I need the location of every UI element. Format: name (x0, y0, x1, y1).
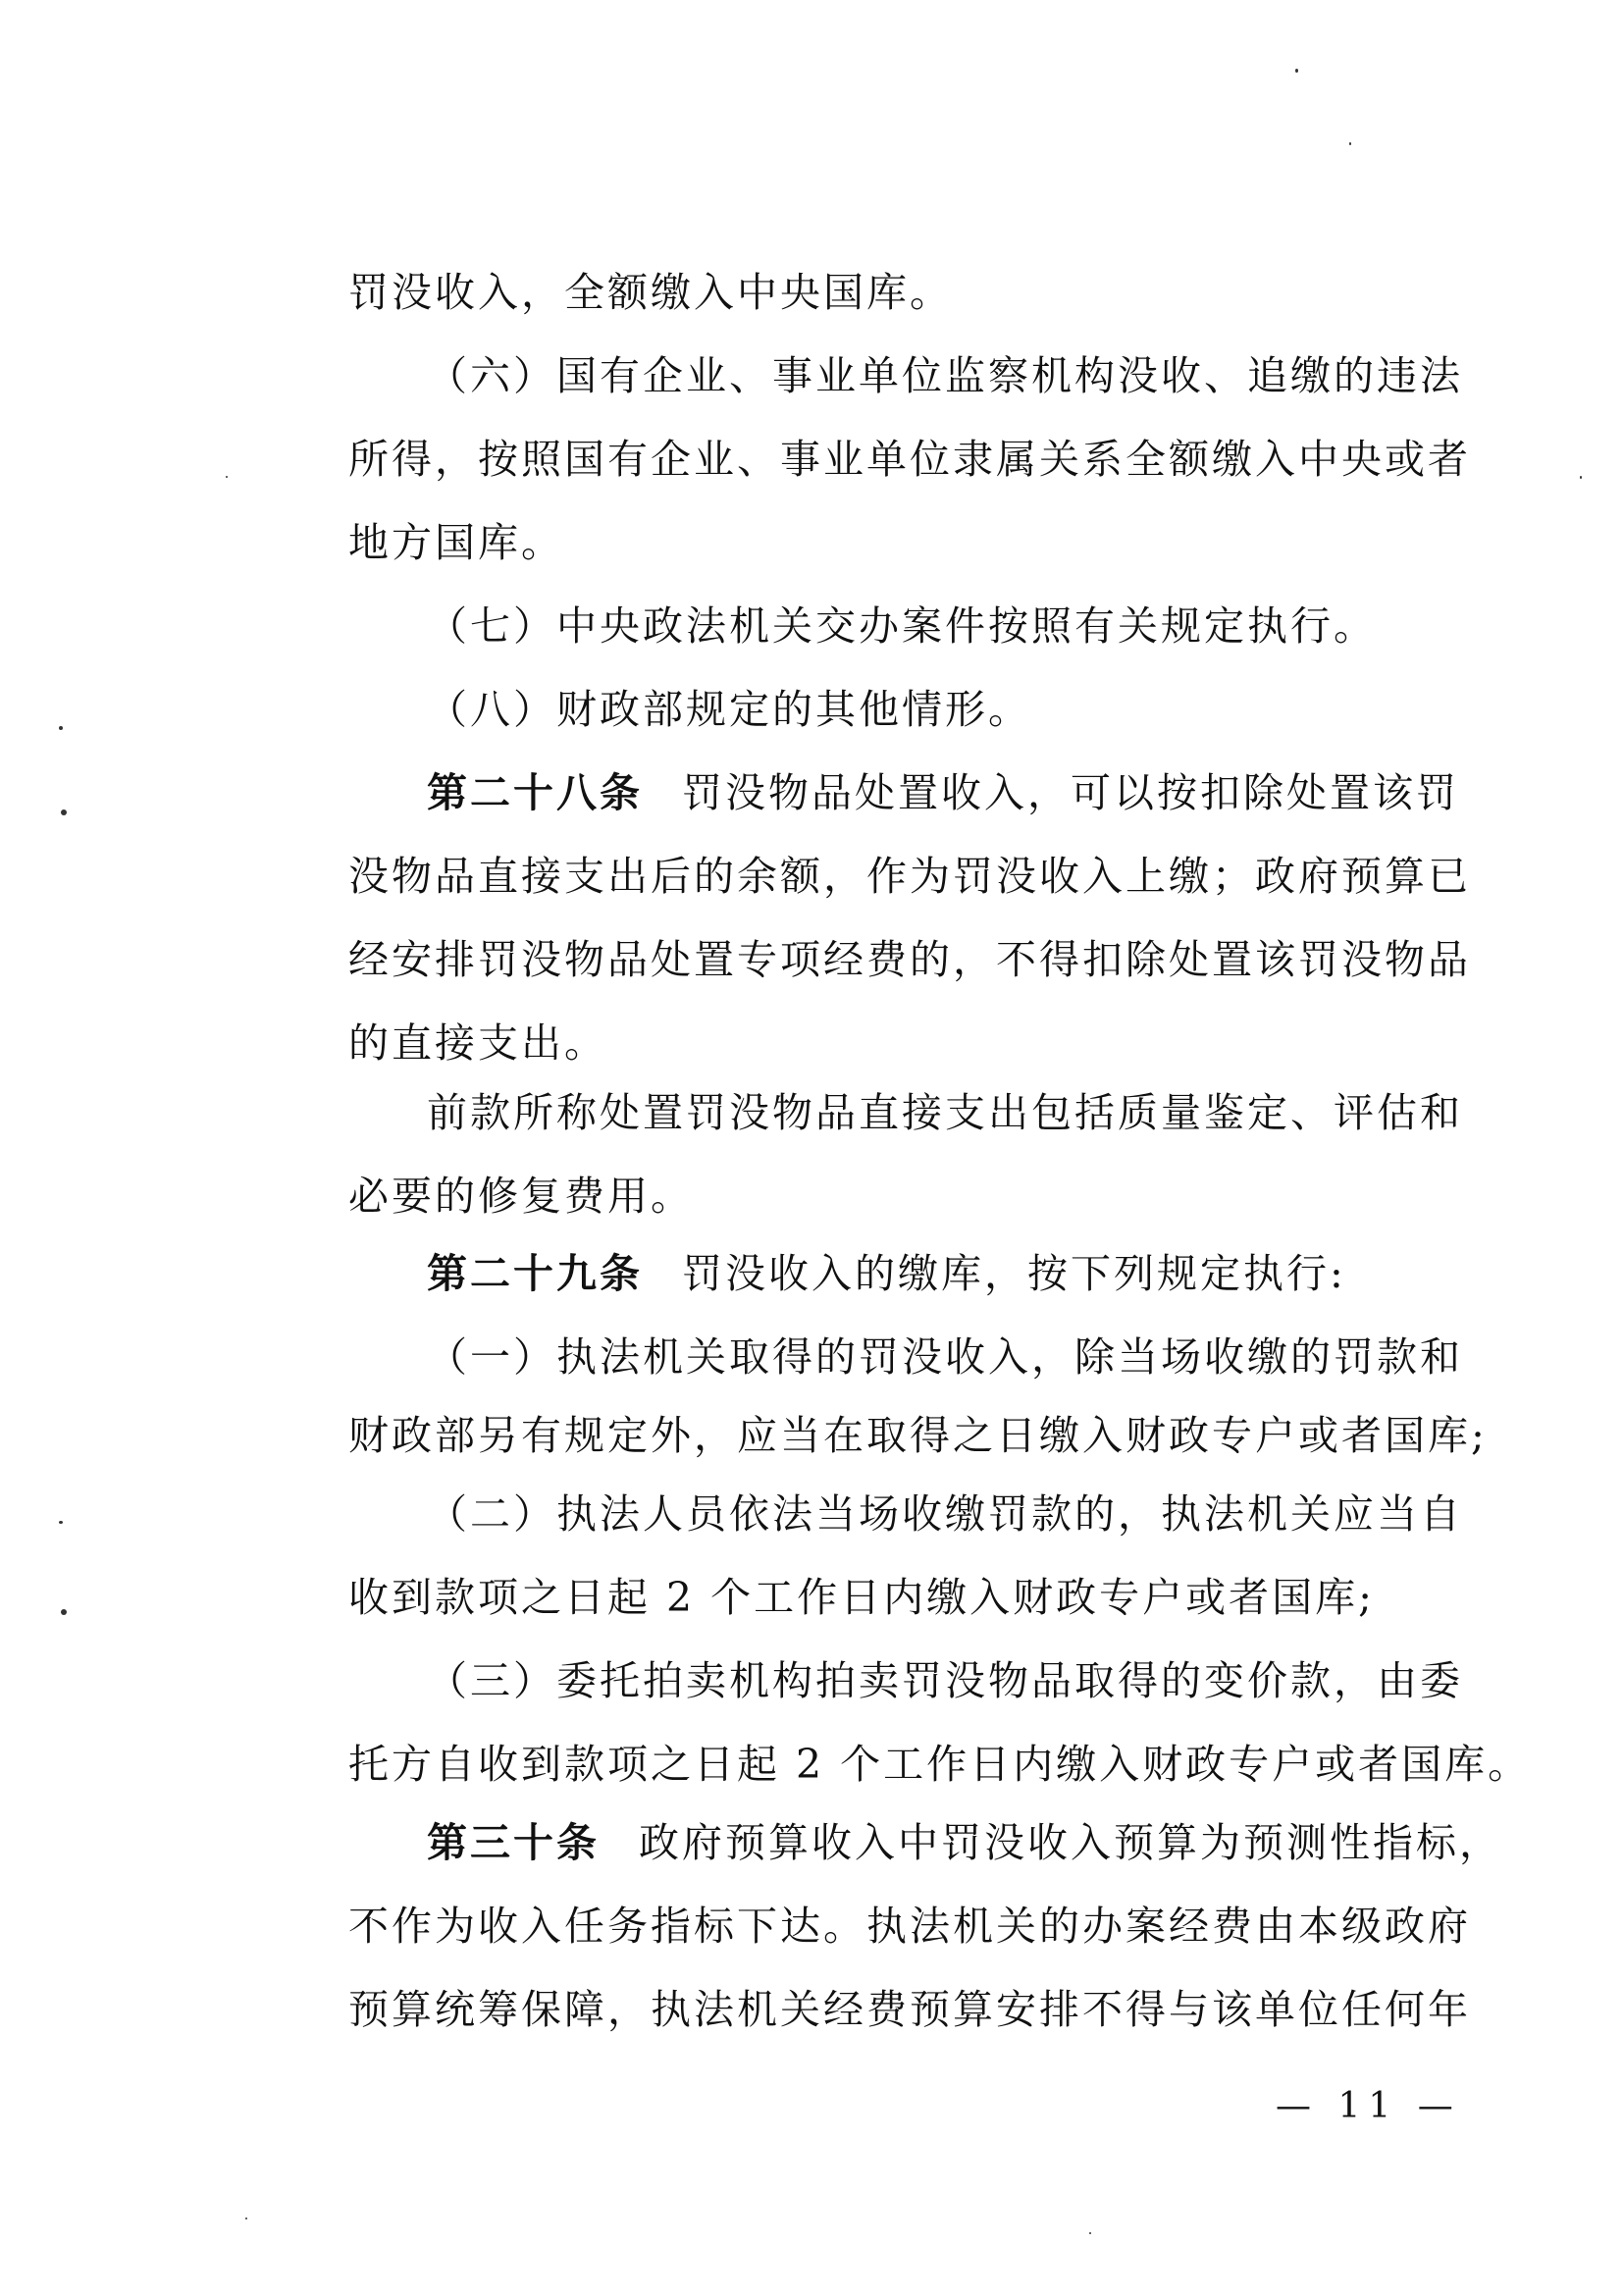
scan-speck (245, 2218, 247, 2219)
text-line: 罚没收入，全额缴入中央国库。 (348, 269, 953, 316)
text-line: 没物品直接支出后的余额，作为罚没收入上缴；政府预算已 (348, 853, 1471, 900)
text-line: （七）中央政法机关交办案件按照有关规定执行。 (427, 602, 1377, 650)
text-line: 托方自收到款项之日起 2 个工作日内缴入财政专户或者国库。 (348, 1741, 1532, 1788)
scan-speck (1580, 476, 1582, 479)
text-line: 所得，按照国有企业、事业单位隶属关系全额缴入中央或者 (348, 436, 1471, 483)
text-line: 地方国库。 (348, 519, 564, 566)
text-line: （三）委托拍卖机构拍卖罚没物品取得的变价款，由委 (427, 1657, 1463, 1704)
text-line: 必要的修复费用。 (348, 1173, 694, 1220)
scan-speck (59, 726, 63, 730)
scan-speck (1089, 2232, 1091, 2234)
text-line: （二）执法人员依法当场收缴罚款的，执法机关应当自 (427, 1490, 1463, 1538)
article-29-first-line (427, 1248, 1526, 1299)
text-line: （六）国有企业、事业单位监察机构没收、追缴的违法 (427, 352, 1463, 399)
article-28-first-line (427, 767, 1526, 818)
text-line: 的直接支出。 (348, 1019, 607, 1067)
text-line: 罚没收入的缴库，按下列规定执行: (682, 1250, 1346, 1297)
page-number: — 11 — (1276, 2086, 1461, 2126)
text-line: 不作为收入任务指标下达。执法机关的办案经费由本级政府 (348, 1903, 1471, 1950)
text-line: 收到款项之日起 2 个工作日内缴入财政专户或者国库; (348, 1574, 1375, 1621)
text-line: 前款所称处置罚没物品直接支出包括质量鉴定、评估和 (427, 1089, 1463, 1136)
article-title: 第二十九条 (427, 1250, 643, 1297)
text-line: 政府预算收入中罚没收入预算为预测性指标， (639, 1819, 1502, 1866)
article-30-first-line (427, 1817, 1526, 1868)
text-line: （八）财政部规定的其他情形。 (427, 686, 1031, 733)
text-line: 经安排罚没物品处置专项经费的，不得扣除处置该罚没物品 (348, 936, 1471, 983)
scan-speck (1349, 142, 1351, 145)
scan-speck (226, 476, 228, 478)
scan-speck (61, 1609, 67, 1615)
text-line: （一）执法机关取得的罚没收入，除当场收缴的罚款和 (427, 1333, 1463, 1381)
text-line: 罚没物品处置收入，可以按扣除处置该罚 (682, 769, 1459, 816)
article-title: 第三十条 (427, 1819, 600, 1866)
text-line: 预算统筹保障，执法机关经费预算安排不得与该单位任何年 (348, 1986, 1471, 2033)
article-title: 第二十八条 (427, 769, 643, 816)
scan-speck (59, 1521, 63, 1524)
scan-speck (1295, 69, 1298, 73)
text-line: 财政部另有规定外，应当在取得之日缴入财政专户或者国库; (348, 1412, 1488, 1459)
scan-speck (61, 809, 67, 815)
